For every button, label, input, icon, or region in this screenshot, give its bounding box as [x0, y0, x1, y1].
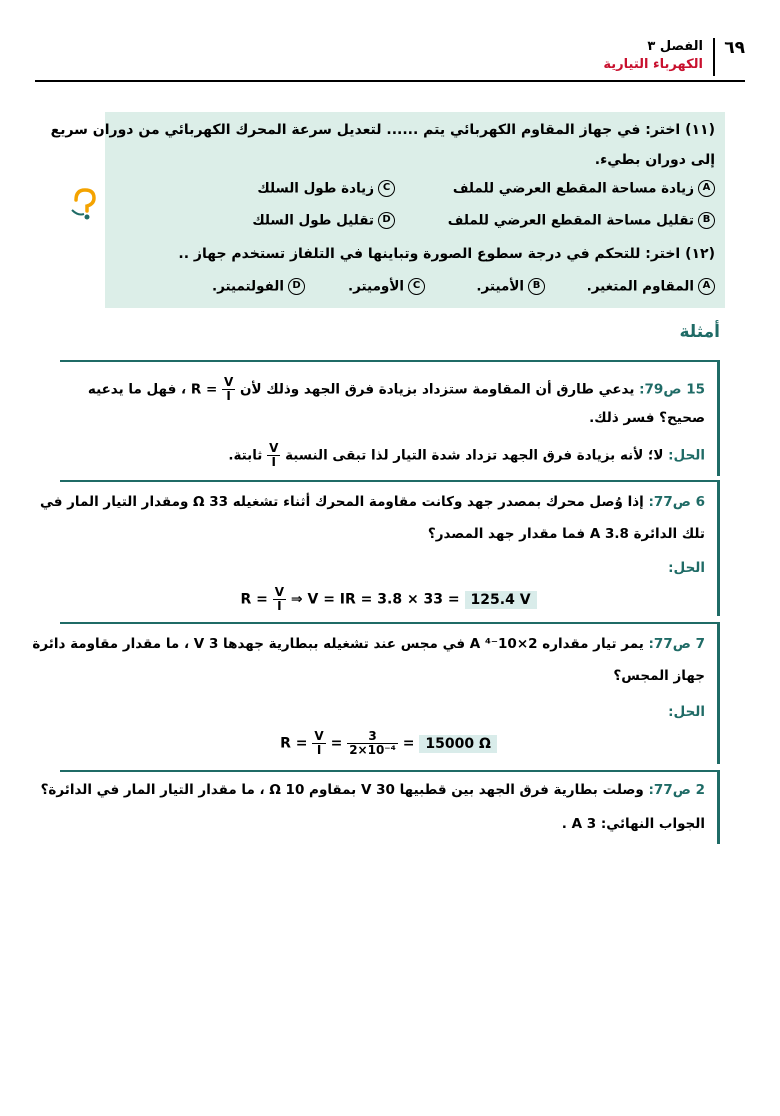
header-divider [713, 38, 715, 76]
q11-option-a[interactable] [453, 180, 715, 197]
final-answer: 125.4 V [465, 591, 537, 609]
fraction-denominator: 2×10⁻⁴ [349, 743, 396, 757]
fraction [222, 376, 235, 403]
example-question-cont: جهاز المجس؟ [613, 668, 705, 684]
page-number: ٦٩ [724, 38, 745, 58]
q12-text: (١٢) اختر: للتحكم في درجة سطوع الصورة وتباينها في التلفاز تستخدم جهاز .. [178, 246, 715, 262]
q11-option-c[interactable] [257, 180, 395, 197]
fraction-denominator: I [226, 389, 231, 403]
fraction-numerator: V [274, 585, 285, 599]
option-letter: A [698, 180, 715, 197]
q11-text-cont: إلى دوران بطيء. [594, 152, 715, 168]
example-text: إذا وُصل محرك بمصدر جهد وكانت مقاومة المحرك أثناء تشغيله 33 Ω ومقدار التيار المار في [39, 494, 644, 510]
option-letter: D [288, 278, 305, 295]
option-letter: C [408, 278, 425, 295]
fraction [273, 586, 286, 613]
fraction [312, 730, 325, 757]
fraction-denominator: I [277, 599, 282, 613]
fraction-denominator: I [271, 455, 276, 469]
option-letter: B [528, 278, 545, 295]
questions-box [50, 112, 725, 308]
option-letter: B [698, 212, 715, 229]
solution-label: الحل: [668, 447, 705, 464]
option-text: زيادة مساحة المقطع العرضي للملف [452, 180, 694, 197]
example-ref: 6 ص77: [648, 494, 705, 510]
example-text: وصلت بطارية فرق الجهد بين قطبيها 30 V بمقاوم 10 Ω ، ما مقدار التيار المار في الدائرة؟ [40, 782, 644, 798]
q11-option-d[interactable] [252, 212, 395, 229]
example-card [40, 770, 720, 844]
solution-label-text: الحل: [668, 560, 705, 576]
option-text: الأوميتر. [348, 278, 404, 295]
chapter-subtitle: الكهرباء التيارية [603, 57, 703, 72]
q12-option-c[interactable] [348, 278, 425, 295]
section-title: أمثلة [679, 322, 720, 342]
example-question [40, 782, 705, 798]
fraction-denominator: I [316, 743, 322, 757]
formula-steps: ⇒ V = IR = 3.8 × 33 = [290, 591, 460, 608]
solution-label-text: الحل: [668, 704, 705, 720]
formula-lhs: R = [240, 591, 268, 608]
chapter-title: الفصل ٣ [647, 39, 703, 54]
option-letter: A [698, 278, 715, 295]
example-question [39, 494, 705, 510]
fraction-numerator: V [223, 375, 234, 389]
example-text: يمر تيار مقداره 2×10⁻⁴ A في مجس عند تشغيله ببطارية جهدها 3 V ، ما مقدار مقاومة دائرة [32, 636, 644, 652]
formula-lhs: R = [280, 735, 308, 752]
option-text: تقليل طول السلك [252, 212, 374, 229]
fraction-numerator: V [314, 729, 324, 743]
q12-option-b[interactable] [476, 278, 545, 295]
example-text: يدعي طارق أن المقاومة ستزداد بزيادة فرق الجهد وذلك لأن [239, 381, 635, 398]
example-question [64, 376, 705, 403]
solution-label [64, 704, 705, 720]
example-question-cont: تلك الدائرة 3.8 A فما مقدار جهد المصدر؟ [427, 526, 705, 542]
solution-label [64, 560, 705, 576]
example-ref: 2 ص77: [648, 782, 705, 798]
fraction-numerator: V [269, 441, 279, 455]
q11-text: (١١) اختر: في جهاز المقاوم الكهربائي يتم ...... لتعديل سرعة المحرك الكهربائي من دوران سريع [50, 122, 715, 138]
example-card [60, 360, 720, 476]
example-question-cont: صحيح؟ فسر ذلك. [589, 410, 705, 426]
example-ref: 7 ص77: [648, 636, 705, 652]
option-text: الفولتميتر. [211, 278, 284, 295]
solution-text: لا؛ لأنه بزيادة فرق الجهد تزداد شدة التيار لذا تبقى النسبة [285, 447, 664, 464]
solution-formula: R = $\frac{V}{I}$ = $\frac{3}{\text{2×10⁻⁴}}$ = 15000 Ω [60, 730, 717, 757]
option-text: الأميتر. [476, 278, 524, 295]
inline-formula [191, 376, 235, 403]
q12-option-a[interactable] [587, 278, 715, 295]
option-text: تقليل مساحة المقطع العرضي للملف [447, 212, 694, 229]
header-rule [35, 80, 745, 82]
fraction-numerator: 3 [347, 730, 398, 744]
option-text: زيادة طول السلك [257, 180, 374, 197]
final-answer: 15000 Ω [419, 735, 496, 753]
solution-formula [60, 586, 717, 613]
example-text-end: ، فهل ما يدعيه [87, 381, 187, 398]
example-ref: 15 ص79: [639, 381, 705, 398]
example-question [32, 636, 705, 652]
final-answer: الجواب النهائي: 3 A . [561, 816, 705, 832]
question-icon [70, 186, 100, 226]
example-solution [64, 442, 705, 469]
q11-option-b[interactable] [448, 212, 715, 229]
example-card [39, 480, 720, 616]
solution-end: ثابتة. [228, 447, 263, 464]
page-header [35, 30, 745, 82]
fraction [347, 730, 398, 757]
q12-option-d[interactable] [212, 278, 305, 295]
option-letter: D [378, 212, 395, 229]
example-card [32, 622, 720, 764]
option-letter: C [378, 180, 395, 197]
fraction [267, 442, 280, 469]
formula-lhs: R = [190, 381, 218, 398]
option-text: المقاوم المتغير. [586, 278, 694, 295]
